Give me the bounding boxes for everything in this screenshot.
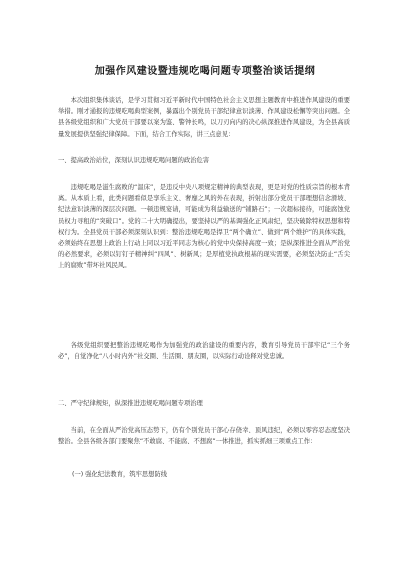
section1-paragraph-2: 各级党组织要把整治违规吃喝作为加强党的政治建设的重要内容，教育引导党员干部牢记“三个务必”，自觉净化“八小时内外”社交圈、生活圈、朋友圈，以实际行动诠释对党忠诚。 — [58, 342, 350, 361]
section1-heading: 一、提高政治站位，深刻认识违规吃喝问题的政治危害 — [58, 157, 210, 164]
section2-heading: 二、严守纪律规矩，纵深推进违规吃喝问题专项治理 — [58, 400, 203, 407]
section1-paragraph-1: 违规吃喝是滋生腐败的“温床”，是违反中央八项规定精神的典型表现，更是对党的性质宗旨的根本背离。从本质上看，此类问题看似是享乐主义、奢靡之风的外在表现，折射出部分党员干部理想信念滑坡、纪法意识淡薄的深层次问题。一顿违规宴请，可能成为利益输送的“铺路石”；一次超标接待，可能腐蚀党员权力寻租的“突破口”。党的二十大明确提出，要坚持以严的基调强化正风肃纪，坚决破除特权思想和特权行为。全县党员干部必须深刻认识到：整治违规吃喝是捍卫“两个确立”、做到“两个维护”的具体实践，必须始终在思想上政治上行动上同以习近平同志为核心的党中央保持高度一致；是纵深推进全面从严治党的必然要求，必须以钉钉子精神纠“四风”、树新风；是厚植党执政根基的现实需要，必须坚决防止“舌尖上的腐败”带坏社风民风。 — [58, 184, 350, 270]
section2-subheading-1: (一) 强化纪法教育，筑牢思想防线 — [72, 471, 168, 478]
intro-paragraph: 本次组织集体谈话，是学习贯彻习近平新时代中国特色社会主义思想主题教育中推进作风建设的重要举措。刚才通报的违规吃喝典型案例，暴露出个别党员干部纪律意识淡薄、作风建设松懈等突出问题。全县各级党组织和广大党员干部要以案为鉴、警钟长鸣，以刀刃向内的决心纵深推进作风建设，为全县高质量发展提供坚强纪律保障。下面，结合工作实际，讲三点意见： — [58, 97, 350, 138]
section2-paragraph-1: 当前，在全面从严治党高压态势下，仍有个别党员干部心存侥幸、顶风违纪，必须以零容忍态度坚决整治。全县各级各部门要聚焦“不敢腐、不能腐、不想腐”一体推进，抓实抓细三项重点工作： — [58, 427, 350, 446]
document-title: 加强作风建设暨违规吃喝问题专项整治谈话提纲 — [94, 66, 316, 77]
